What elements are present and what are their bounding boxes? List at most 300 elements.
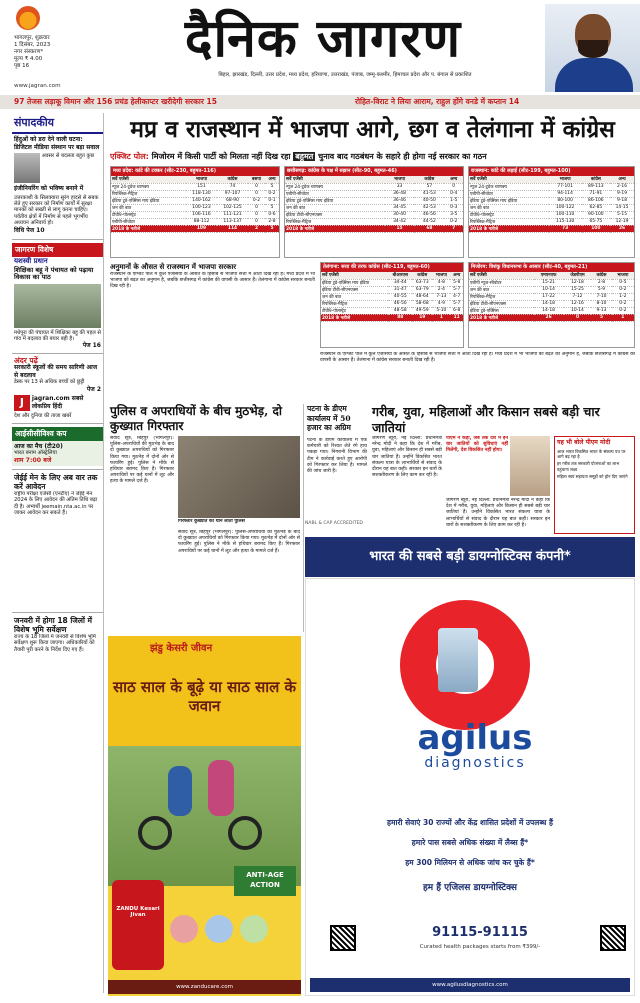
land-text: राज्य के 18 जिलों में जनवरी से विशेष भूमि सर्वेक्षण शुरू किया जाएगा। अधिकारियों को तैयारी पूरी करने के निर्देश दिए गए हैं।	[14, 634, 96, 653]
poll-cell: 19	[412, 314, 432, 321]
poll-cell: 0-2	[612, 307, 634, 314]
cricketer-photo	[545, 4, 640, 92]
poll-cell: कांग्रेस	[412, 272, 432, 279]
poll-cell: 17-22	[534, 293, 564, 300]
poll-grid	[469, 176, 634, 233]
poll-cell: 10-14	[534, 286, 564, 293]
inside-item[interactable]: डेस्क पर 13 से अधिक बच्चों को छुट्टी	[14, 379, 85, 386]
poll-cell: 118-130	[186, 190, 217, 197]
poll-row	[321, 300, 463, 307]
poll-cell: 100-122	[549, 204, 582, 211]
poll-cell: 49-59	[412, 307, 432, 314]
poll-cell: 12-16	[564, 300, 592, 307]
poll-cell: 140-162	[186, 197, 217, 204]
pm-box	[554, 436, 635, 534]
crime-caption: गिरफ्तार कुख्यात को थाने लाती पुलिस	[178, 519, 245, 524]
poll-cell: रिपब्लिक-मैट्रिज	[285, 218, 385, 225]
poll-cell: रिपब्लिक-मैट्रिज	[321, 300, 388, 307]
poll-cell: 5-7	[450, 300, 463, 307]
poll-cell: 48-58	[388, 307, 412, 314]
agilus-brand: agilus	[417, 718, 533, 758]
pm-text: जागरण ब्यूरो, नई दिल्ली: प्रधानमंत्री नरेन्द्र मोदी ने कहा कि देश में गरीब, युवा, महिलाएं और किसान ही सबसे बड़ी चार जातियां हैं। उन्होंने विकसित भारत संकल्प यात्रा के लाभार्थियों से संवाद के दौरान यह बात कही। सरकार इन चारों के सशक्तीकरण के लिए काम कर रही है।	[372, 436, 442, 479]
poll-cell: 5	[265, 225, 279, 232]
poll-grid	[469, 272, 634, 322]
poll-cell: सर्वे एजेंसी	[321, 272, 388, 279]
average-headline[interactable]: अनुमानों के औसत से राजस्थान में भाजपा सरकार	[110, 262, 237, 271]
poll-cell: 15-25	[564, 286, 592, 293]
inside-item[interactable]: सरकारी स्कूलों की समय सारिणी आज से बदलाव	[14, 364, 98, 379]
poll-row	[111, 218, 279, 225]
benefit-icon	[240, 915, 268, 943]
poll-row	[111, 197, 279, 204]
poll-cell: 0	[564, 314, 592, 321]
j-promo-text: देश और दुनिया की ताजा खबरें	[14, 413, 72, 420]
pm-box-item: हर गरीब तक सरकारी योजनाओं का लाभ पहुंचाना लक्ष्य	[557, 461, 620, 472]
poll-cell: 97-107	[217, 190, 248, 197]
poll-cell: 0	[248, 218, 265, 225]
poll-cell: 100-110	[549, 211, 582, 218]
poll-title: छत्तीसगढ़: कांग्रेस के पक्ष में रुझान (सीट-90, बहुमत-46)	[285, 167, 463, 176]
poll-cell: 33	[385, 183, 415, 190]
poll-cell: 4-7	[450, 293, 463, 300]
benefit-icon	[170, 915, 198, 943]
poll-cell: 151	[186, 183, 217, 190]
jivan-brand: झंडु केसरी जीवन	[150, 643, 213, 654]
poll-cell: 100	[582, 225, 610, 232]
poll-grid	[285, 176, 463, 233]
poll-cell: 58-68	[412, 300, 432, 307]
poll-cell: जन की बात	[469, 204, 549, 211]
agilus-line1: हमारी सेवाएं 30 राज्यों और केंद्र शासित प्रदेशों में उपलब्ध हैं	[387, 818, 553, 827]
poll-cell: एबीपी-सीवोटर	[111, 218, 186, 225]
poll-cell: 36-48	[385, 190, 415, 197]
poll-row	[469, 211, 634, 218]
cricket-title: आईसीसीविश्व कप	[12, 427, 103, 441]
pm-text-cont: जागरण ब्यूरो, नई दिल्ली: प्रधानमंत्री नरेन्द्र मोदी ने कहा कि देश में गरीब, युवा, महिलाएं और किसान ही सबसे बड़ी चार जातियां हैं। उन्होंने विकसित भारत संकल्प यात्रा के लाभार्थियों से संवाद के दौरान यह बात कही। सरकार इन चारों के सशक्तीकरण के लिए काम कर रही है।	[446, 498, 550, 528]
poll-cell: 7-13	[432, 293, 450, 300]
poll-row	[111, 183, 279, 190]
poll-cell: 111-121	[217, 211, 248, 218]
crime-text: संवाद सूत्र, बिहपुर (भागलपुर): पुलिस-अपराधियों की मुठभेड़ के बाद दो कुख्यात अपराधियों को गिरफ्तार किया गया। मुठभेड़ में दोनों ओर से फायरिंग हुई। पुलिस ने मौके से हथियार बरामद किए हैं। गिरफ्तार अपराधियों पर कई थानों में लूट और हत्या के मामले दर्ज हैं।	[110, 436, 174, 485]
poll-cell: 9-13	[591, 307, 611, 314]
poll-row	[469, 279, 634, 286]
qr-code-icon[interactable]	[330, 925, 356, 951]
poll-result-row	[469, 225, 634, 232]
poll-row	[285, 183, 463, 190]
poll-cell: 26	[534, 314, 564, 321]
poll-cell: सर्वे एजेंसी	[285, 176, 385, 183]
poll-cell: 10-14	[564, 307, 592, 314]
poll-cell: अन्य	[265, 176, 279, 183]
poll-cell: 80-100	[549, 197, 582, 204]
poll-cell: 2	[248, 225, 265, 232]
editorial-text: उत्तरकाशी के सिलक्यारा सुरंग हादसे से सबक लेते हुए सरकार को निर्माण कार्यों में सुरक्षा मानकों को सख्ती से लागू करना चाहिए। पर्वतीय क्षेत्रों में निर्माण से पहले भूगर्भीय अध्ययन अनिवार्य हो।	[14, 194, 99, 227]
poll-header-row	[469, 176, 634, 183]
exit-poll-text-a: मिजोरम में किसी पार्टी को मिलता नहीं दिख रहा	[151, 152, 291, 161]
poll-cell: 73	[549, 225, 582, 232]
poll-cell: 94-114	[549, 190, 582, 197]
poll-cell: 8-10	[591, 300, 611, 307]
poll-cell: 109	[186, 225, 217, 232]
poll-cell: 0	[248, 211, 265, 218]
poll-cell: भाजपा	[549, 176, 582, 183]
poll-cell: 115-130	[549, 218, 582, 225]
poll-cell: 9-18	[610, 197, 634, 204]
poll-table-mz	[468, 262, 635, 348]
poll-cell: न्यूज 24-टुडेज चाणक्य	[111, 183, 186, 190]
agilus-website[interactable]: www.agilusdiagnostics.com	[310, 978, 630, 992]
poll-row	[285, 190, 463, 197]
sun-logo-icon	[16, 6, 40, 30]
poll-header-row	[285, 176, 463, 183]
poll-title: मिजोरम: त्रिशंकु विधानसभा के आसार (सीट-40, बहुमत-21)	[469, 263, 634, 272]
pm-quote: पीएम ने कहा, जब तक देश में इन चार जातियों को सुविधाएं नहीं मिलेंगी, देश विकसित नहीं होगा।	[446, 436, 508, 454]
agilus-line3: हम 300 मिलियन से अधिक जांच कर चुके हैं*	[405, 858, 535, 867]
poll-cell: 5-8	[450, 279, 463, 286]
poll-row	[469, 293, 634, 300]
poll-cell: 31-47	[388, 286, 412, 293]
poll-cell: बसपा	[248, 176, 265, 183]
poll-cell: 30-40	[385, 211, 415, 218]
poll-cell: अन्य	[444, 176, 463, 183]
poll-cell: 88	[388, 314, 412, 321]
poll-cell: 88-112	[186, 218, 217, 225]
main-headline[interactable]: मप्र व राजस्थान में भाजपा आगे, छग व तेलंगाना में कांग्रेस	[130, 116, 615, 143]
poll-cell: इंडिया टीवी-सीएनएक्स	[285, 211, 385, 218]
poll-cell: 5-9	[591, 286, 611, 293]
poll-header-row	[321, 272, 463, 279]
poll-cell: इंडिया टुडे-एक्सिस माय इंडिया	[285, 197, 385, 204]
poll-cell: इंडिया टुडे-एक्सिस माय इंडिया	[111, 197, 186, 204]
poll-cell: 90-100	[582, 211, 610, 218]
poll-row	[321, 293, 463, 300]
poll-cell: 0	[248, 190, 265, 197]
poll-cell: टीवी9-पोलस्ट्रेट	[111, 211, 186, 218]
poll-cell: 5	[265, 183, 279, 190]
product-jar	[112, 880, 164, 970]
poll-table-tg	[320, 262, 464, 348]
poll-cell: कांग्रेस	[591, 272, 611, 279]
ticker-left[interactable]: 97 तेजस लड़ाकू विमान और 156 प्रचंड हेलीकाप्टर खरीदेगी सरकार 15	[14, 97, 217, 106]
poll-cell: 114	[217, 225, 248, 232]
poll-cell: सर्वे एजेंसी	[469, 272, 534, 279]
poll-cell: भाजपा	[385, 176, 415, 183]
date-label: 1 दिसंबर, 2023	[14, 42, 51, 48]
poll-cell: 113-137	[217, 218, 248, 225]
ticker-right[interactable]: रोहित-विराट ने लिया आराम, राहुल होंगे वनडे में कप्तान 14	[355, 97, 520, 106]
poll-cell: 63-73	[412, 279, 432, 286]
poll-row	[469, 300, 634, 307]
poll-cell: 46-56	[388, 300, 412, 307]
jagran-j-icon: J	[14, 395, 30, 411]
dm-office-text: पटना के डीएम कार्यालय में एक कर्मचारी को रिश्वत लेते रंगे हाथ पकड़ा गया। निगरानी विभाग की टीम ने कार्रवाई करते हुए आरोपी को गिरफ्तार कर लिया है। मामले की जांच जारी है।	[307, 438, 367, 475]
poll-cell: 1	[612, 314, 634, 321]
poll-cell: 0-3	[444, 204, 463, 211]
poll-result-row	[285, 225, 463, 232]
poll-cell: 71-91	[582, 190, 610, 197]
exam-text: राष्ट्रीय परीक्षा एजेंसी (एनटीए) ने जेईई मेन 2024 के लिए आवेदन की अंतिम तिथि बढ़ा दी है। अभ्यर्थी jeemain.nta.ac.in पर जाकर आवेदन कर सकते हैं।	[14, 491, 98, 517]
poll-row	[285, 204, 463, 211]
poll-cell: 9-19	[610, 190, 634, 197]
poll-cell: 102-125	[217, 204, 248, 211]
poll-cell: इंडिया टीवी-सीएनएक्स	[321, 286, 388, 293]
anti-age-badge: ANTI-AGE ACTION	[234, 866, 296, 896]
poll-row	[285, 218, 463, 225]
poll-cell: इंडिया टुडे-एक्सिस माय इंडिया	[321, 279, 388, 286]
poll-cell: 5	[591, 314, 611, 321]
website-link[interactable]: www.jagran.com	[14, 83, 61, 89]
lab-technician-photo	[438, 628, 478, 692]
poll-cell: कांग्रेस	[582, 176, 610, 183]
poll-cell: 2018 के नतीजे	[111, 225, 186, 232]
special-page[interactable]: पेज 16	[82, 342, 101, 350]
poll-cell: 0-4	[444, 190, 463, 197]
poll-cell: 62-85	[582, 204, 610, 211]
poll-cell: 40-55	[388, 293, 412, 300]
poll-cell: एमएनएफ	[534, 272, 564, 279]
poll-row	[469, 307, 634, 314]
poll-row	[321, 286, 463, 293]
poll-cell: सर्वे एजेंसी	[469, 176, 549, 183]
poll-cell: 0	[248, 183, 265, 190]
poll-cell: 0-2	[612, 286, 634, 293]
benefit-icon	[205, 915, 233, 943]
poll-cell: 2-8	[591, 279, 611, 286]
inside-page[interactable]: पेज 2	[86, 385, 101, 393]
poll-cell: 0-1	[265, 197, 279, 204]
poll-row	[111, 204, 279, 211]
poll-cell: 89-113	[582, 183, 610, 190]
crime-headline[interactable]: पुलिस व अपराधियों के बीच मुठभेड़, दो कुख्यात गिरफ्तार	[110, 404, 282, 433]
poll-cell: 44-52	[414, 218, 444, 225]
poll-cell: 63-79	[412, 286, 432, 293]
masthead	[0, 0, 640, 94]
poll-cell: जन की बात	[111, 204, 186, 211]
poll-cell: भाजपा	[612, 272, 634, 279]
exit-poll-text-b: चुनाव बाद गठबंधन के सहारे ही होगा नई सरकार का गठन	[318, 152, 487, 161]
poll-row	[469, 197, 634, 204]
poll-result-row	[469, 314, 634, 321]
poll-cell: टीवी9-पोलस्ट्रेट	[321, 307, 388, 314]
poll-cell: जेडपीएम	[564, 272, 592, 279]
poll-row	[285, 211, 463, 218]
pm-photo	[510, 436, 550, 496]
poll-cell: अन्य	[610, 176, 634, 183]
poll-title: राजस्थान: कांटे की लड़ाई (सीट-199, बहुमत-100)	[469, 167, 634, 176]
editorial-item[interactable]: अवसर से बदलता बहुत कुछ	[41, 153, 95, 159]
poll-cell: 34-42	[385, 218, 415, 225]
poll-cell: जन की बात	[469, 286, 534, 293]
editorial-item[interactable]: इंजीनियरिंग को भविष्य बनाने में	[14, 185, 84, 192]
edition-label: नगर संस्करण*	[14, 49, 44, 55]
poll-cell: 0-2	[444, 218, 463, 225]
poll-cell: 100-123	[186, 204, 217, 211]
poll-title: तेलंगाना: सत्ता की तरफ कांग्रेस (सीट-119, बहुमत-60)	[321, 263, 463, 272]
match-time: शाम 7:00 बजे	[14, 456, 52, 464]
poll-header-row	[469, 272, 634, 279]
poll-cell: 14-18	[534, 300, 564, 307]
poll-cell: 3-5	[444, 211, 463, 218]
poll-row	[469, 218, 634, 225]
poll-result-row	[111, 225, 279, 232]
poll-cell: 7-10	[591, 293, 611, 300]
pm-box-item: महिला स्वयं सहायता समूहों को ड्रोन दिए जाएंगे	[557, 474, 628, 480]
poll-cell: 86-106	[582, 197, 610, 204]
poll-cell: एबीपी-सीवोटर	[469, 190, 549, 197]
poll-cell: 68-90	[217, 197, 248, 204]
poll-cell: भाजपा	[432, 272, 450, 279]
poll-cell: 74	[217, 183, 248, 190]
poll-cell: न्यूज 24-टुडेज चाणक्य	[469, 183, 549, 190]
poll-cell: 5-15	[610, 211, 634, 218]
editorial-title: संपादकीय	[12, 113, 103, 134]
agilus-subbrand: diagnostics	[424, 755, 526, 771]
poll-cell: रिपब्लिक-मैट्रिज	[111, 190, 186, 197]
poll-table-rj	[468, 166, 635, 258]
poll-cell: जन की बात	[321, 293, 388, 300]
poll-cell: 34-45	[385, 204, 415, 211]
poll-cell: 4-9	[432, 300, 450, 307]
news-ticker	[0, 95, 640, 109]
poll-cell: रिपब्लिक-मैट्रिज	[469, 218, 549, 225]
poll-cell: 0	[248, 204, 265, 211]
exit-poll-subhead	[110, 149, 635, 164]
poll-cell: 6-8	[450, 307, 463, 314]
poll-cell: रिपब्लिक-मैट्रिज	[469, 293, 534, 300]
poll-cell: 106-116	[186, 211, 217, 218]
poll-cell: 2018 के नतीजे	[469, 225, 549, 232]
poll-row	[469, 286, 634, 293]
poll-header-row	[111, 176, 279, 183]
poll-cell: 14-15	[610, 204, 634, 211]
qr-code-icon[interactable]	[600, 925, 626, 951]
poll-cell: 4-8	[432, 279, 450, 286]
accreditation-label: NABL & CAP ACCREDITED	[305, 521, 363, 526]
poll-cell: 40-50	[414, 197, 444, 204]
poll-cell: न्यूज 24-टुडेज चाणक्य	[285, 183, 385, 190]
crime-photo	[178, 436, 300, 518]
j-promo[interactable]: jagran.com सबसे लोकप्रिय हिंदी	[31, 395, 84, 410]
publication-subline: बिहार, झारखंड, दिल्ली, उत्तर प्रदेश, मध्य प्रदेश, हरियाणा, उत्तराखंड, पंजाब, जम्मू-कश्मीर, हिमाचल प्रदेश और प. बंगाल से प्रकाशित	[218, 72, 472, 78]
poll-cell: एबीपी-सीवोटर	[285, 190, 385, 197]
poll-cell: 2-16	[610, 183, 634, 190]
special-text: मधेपुरा की पंचायत में शिक्षिका बहू की पहल से गांव में बदलाव की बयार बही है।	[14, 329, 101, 342]
poll-cell: 2018 के नतीजे	[285, 225, 385, 232]
poll-grid	[321, 272, 463, 322]
poll-row	[321, 307, 463, 314]
agilus-phone-sub: Curated health packages starts from ₹399/-	[419, 944, 541, 950]
poll-cell: 46-56	[414, 211, 444, 218]
exit-poll-tag: एक्जिट पोल:	[110, 152, 149, 161]
poll-cell: टीवी9-पोलस्ट्रेट	[469, 211, 549, 218]
editorial-link[interactable]: विधि पेज 10	[14, 226, 45, 234]
poll-table-cg	[284, 166, 464, 258]
poll-cell: 2018 के नतीजे	[469, 314, 534, 321]
exam-headline[interactable]: जेईई मेन के लिए अब वार तक करें आवेदन	[14, 473, 98, 492]
poll-cell: 1-5	[444, 197, 463, 204]
inside-title: अंदर पढ़ें	[14, 355, 38, 365]
agilus-line2: हमारे पास सबसे अधिक संख्या में लैब्स हैं*	[411, 838, 529, 847]
agilus-line4: हम हैं एजिलस डायग्नोस्टिक्स	[422, 883, 518, 893]
poll-cell: इंडिया टीवी-सीएनएक्स	[469, 300, 534, 307]
left-column	[12, 113, 104, 993]
dm-office-headline[interactable]: पटना के डीएम कार्यालय में 50 हजार का अग्रिम	[307, 404, 351, 432]
poll-cell: 2018 के नतीजे	[321, 314, 388, 321]
poll-cell: कांग्रेस	[217, 176, 248, 183]
poll-row	[285, 197, 463, 204]
poll-cell: 65-75	[582, 218, 610, 225]
crime-text-cont: संवाद सूत्र, बिहपुर (भागलपुर): पुलिस-अपराधियों की मुठभेड़ के बाद दो कुख्यात अपराधियों को गिरफ्तार किया गया। मुठभेड़ में दोनों ओर से फायरिंग हुई। पुलिस ने मौके से हथियार बरामद किए हैं। गिरफ्तार अपराधियों पर कई थानों में लूट और हत्या के मामले दर्ज हैं।	[178, 530, 300, 554]
land-headline[interactable]: जनवरी में होगा 18 जिलों में विशेष भूमि सर्वेक्षण	[14, 616, 92, 635]
pm-headline[interactable]: गरीब, युवा, महिलाओं और किसान सबसे बड़ी चार जातियां	[372, 404, 600, 435]
poll-grid	[111, 176, 279, 233]
poll-cell: भाजपा	[186, 176, 217, 183]
jivan-website[interactable]: www.zanducare.com	[108, 980, 301, 994]
poll-cell: 7	[444, 225, 463, 232]
agilus-phone[interactable]: 91115-91115	[432, 925, 528, 940]
special-photo	[14, 284, 101, 328]
poll-cell: 1-2	[612, 293, 634, 300]
poll-cell: 0-2	[248, 197, 265, 204]
poll-cell: 77-101	[549, 183, 582, 190]
poll-cell: 34-44	[388, 279, 412, 286]
poll-cell: 7-12	[564, 293, 592, 300]
exit-poll-highlight: बहुमत	[295, 152, 314, 161]
poll-cell: 11	[450, 314, 463, 321]
poll-cell: इंडिया टुडे-एक्सिस	[469, 307, 534, 314]
poll-continuation-text: राजस्थान के एग्जिट पोल में कुल एजेंसियों के औसत के हिसाब से भाजपा सत्ता में आती दिख रही है। मध्य प्रदेश में भी भाजपा को बढ़त का अनुमान है, जबकि छत्तीसगढ़ में कांग्रेस की वापसी के आसार हैं। तेलंगाना में कांग्रेस सरकार बनाती दिख रही है।	[320, 352, 635, 364]
poll-cell: 0-5	[612, 279, 634, 286]
special-headline[interactable]: शिक्षिका बहू ने पंचायत को पढ़ाया विकास का पाठ	[14, 265, 94, 282]
price-label: मूल्य ₹ 4.00	[14, 56, 43, 62]
pages-label: पृष्ठ 16	[14, 63, 30, 69]
poll-cell: 15	[385, 225, 415, 232]
poll-cell: बीआरएस	[388, 272, 412, 279]
poll-row	[469, 190, 634, 197]
poll-cell: 48-64	[412, 293, 432, 300]
editorial-item[interactable]: हिंदुओं को डरा देने वाली घटना: डिजिटल मीडिया संस्थान पर बड़ा सवाल	[14, 136, 100, 151]
poll-cell: 2-4	[432, 286, 450, 293]
poll-cell: सर्वे एजेंसी	[111, 176, 186, 183]
poll-cell: इंडिया टुडे-एक्सिस माय इंडिया	[469, 197, 549, 204]
day-label: भागलपुर, शुक्रवार	[14, 35, 50, 41]
newspaper-brand: दैनिक जागरण	[184, 8, 462, 69]
poll-cell: 5-7	[450, 286, 463, 293]
poll-cell: 42-53	[414, 204, 444, 211]
poll-table-mp	[110, 166, 280, 258]
poll-cell: 26	[610, 225, 634, 232]
poll-cell: 0-2	[612, 300, 634, 307]
poll-cell: 1	[432, 314, 450, 321]
agilus-strip[interactable]: भारत की सबसे बड़ी डायग्नोस्टिक्स कंपनी*	[305, 537, 635, 577]
pm-box-item: आज भारत विकसित भारत के संकल्प पथ पर आगे बढ़ रहा है	[557, 448, 626, 459]
poll-cell: 14-18	[534, 307, 564, 314]
jivan-title: साठ साल के बूढ़े या साठ साल के जवान	[112, 678, 297, 715]
poll-cell: 0	[444, 183, 463, 190]
poll-cell: 0-6	[265, 211, 279, 218]
cycling-couple-photo	[108, 746, 301, 886]
poll-cell: जन की बात	[285, 204, 385, 211]
poll-cell: 36-46	[385, 197, 415, 204]
poll-cell: 12-19	[610, 218, 634, 225]
average-text: राजस्थान के एग्जिट पोल में कुल एजेंसियों के औसत के हिसाब से भाजपा सत्ता में आती दिख रही है। मध्य प्रदेश में भी भाजपा को बढ़त का अनुमान है, जबकि छत्तीसगढ़ में कांग्रेस की वापसी के आसार हैं। तेलंगाना में कांग्रेस सरकार बनाती दिख रही है।	[110, 272, 315, 290]
poll-cell: 68	[414, 225, 444, 232]
poll-cell: एबीपी न्यूज-सीवोटर	[469, 279, 534, 286]
jar-label: ZANDU Kesari Jivan	[116, 906, 160, 918]
poll-cell: कांग्रेस	[414, 176, 444, 183]
poll-row	[321, 279, 463, 286]
poll-result-row	[321, 314, 463, 321]
